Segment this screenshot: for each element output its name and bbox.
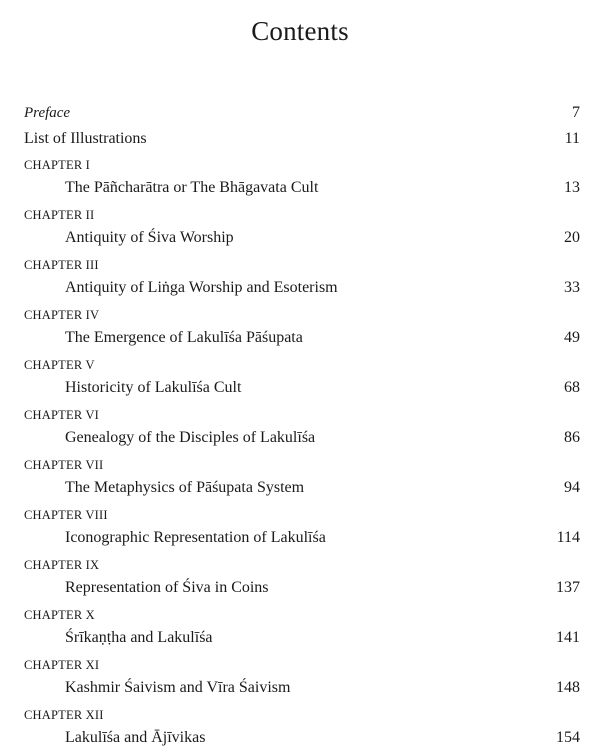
chapter-heading: CHAPTER IX [24, 558, 100, 572]
toc-chapter [24, 706, 580, 752]
toc-chapter [24, 556, 580, 602]
chapter-heading: CHAPTER VIII [24, 508, 108, 522]
chapter-title: Genealogy of the Disciples of Lakulīśa [65, 429, 316, 446]
toc-chapter [24, 306, 580, 352]
chapter-title: The Pāñcharātra or The Bhāgavata Cult [65, 179, 319, 196]
toc-page-number: 141 [556, 629, 580, 646]
toc-entry-chapter[interactable] [24, 374, 580, 402]
chapter-title: Representation of Śiva in Coins [65, 579, 269, 596]
chapter-heading: CHAPTER I [24, 158, 91, 172]
chapter-heading: CHAPTER XI [24, 658, 100, 672]
toc-page-number: 7 [572, 104, 580, 121]
toc-entry-label: Preface [24, 105, 71, 121]
chapter-heading: CHAPTER II [24, 208, 95, 222]
table-of-contents [24, 100, 580, 752]
toc-entry-chapter[interactable] [24, 174, 580, 202]
toc-page-number: 68 [564, 379, 580, 396]
toc-entry-label: List of Illustrations [24, 130, 147, 147]
chapter-heading: CHAPTER III [24, 258, 99, 272]
toc-page-number: 13 [564, 179, 580, 196]
toc-page-number: 49 [564, 329, 580, 346]
toc-entry-chapter[interactable] [24, 674, 580, 702]
chapter-heading: CHAPTER X [24, 608, 95, 622]
toc-page-number: 154 [556, 729, 580, 746]
chapter-title: Antiquity of Śiva Worship [65, 229, 234, 246]
toc-entry-chapter[interactable] [24, 224, 580, 252]
toc-chapter [24, 506, 580, 552]
toc-page-number: 33 [564, 279, 580, 296]
toc-page-number: 148 [556, 679, 580, 696]
toc-page-number: 20 [564, 229, 580, 246]
toc-chapter [24, 656, 580, 702]
chapter-title: Kashmir Śaivism and Vīra Śaivism [65, 679, 291, 696]
chapter-heading: CHAPTER V [24, 358, 95, 372]
toc-page-number: 137 [556, 579, 580, 596]
chapter-title: Iconographic Representation of Lakulīśa [65, 529, 326, 546]
toc-chapter [24, 406, 580, 452]
toc-chapter [24, 256, 580, 302]
toc-page-number: 86 [564, 429, 580, 446]
chapter-title: The Metaphysics of Pāśupata System [65, 479, 305, 496]
chapter-heading: CHAPTER XII [24, 708, 104, 722]
toc-chapter [24, 606, 580, 652]
toc-entry-chapter[interactable] [24, 324, 580, 352]
toc-entry-chapter[interactable] [24, 274, 580, 302]
chapter-title: Historicity of Lakulīśa Cult [65, 379, 242, 396]
toc-chapter [24, 356, 580, 402]
toc-entry-chapter[interactable] [24, 524, 580, 552]
toc-page-number: 11 [564, 130, 580, 147]
toc-entry-list-of-illustrations[interactable] [24, 126, 580, 152]
chapter-list [24, 156, 580, 752]
toc-page-number: 114 [556, 529, 580, 546]
chapter-title: Antiquity of Liṅga Worship and Esoterism [65, 279, 338, 296]
toc-page-number: 94 [564, 479, 580, 496]
toc-entry-preface[interactable] [24, 100, 580, 126]
chapter-title: Śrīkaṇṭha and Lakulīśa [65, 629, 213, 646]
toc-chapter [24, 456, 580, 502]
page-title: Contents [251, 16, 349, 46]
chapter-heading: CHAPTER VI [24, 408, 100, 422]
toc-chapter [24, 206, 580, 252]
chapter-title: The Emergence of Lakulīśa Pāśupata [65, 329, 303, 346]
chapter-title: Lakulīśa and Ājīvikas [65, 729, 206, 746]
toc-entry-chapter[interactable] [24, 624, 580, 652]
toc-entry-chapter[interactable] [24, 724, 580, 752]
chapter-heading: CHAPTER VII [24, 458, 104, 472]
chapter-heading: CHAPTER IV [24, 308, 100, 322]
toc-chapter [24, 156, 580, 202]
toc-entry-chapter[interactable] [24, 474, 580, 502]
toc-entry-chapter[interactable] [24, 574, 580, 602]
toc-entry-chapter[interactable] [24, 424, 580, 452]
